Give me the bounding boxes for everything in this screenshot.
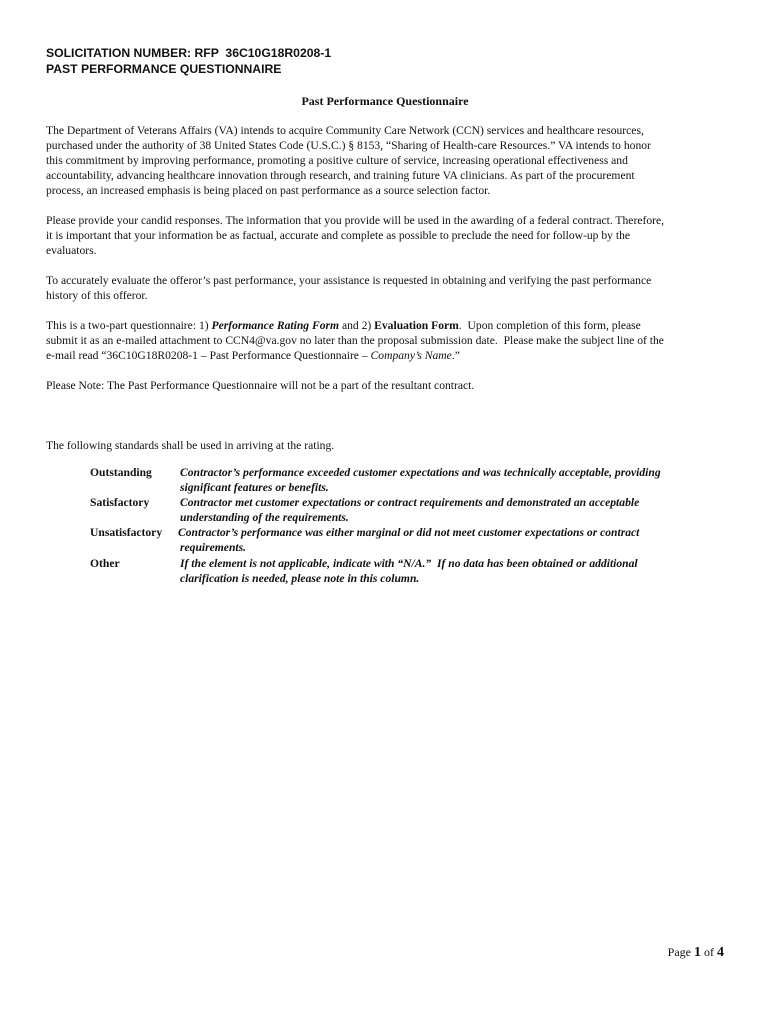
page-title: Past Performance Questionnaire	[301, 94, 469, 108]
rating-standards-list	[90, 465, 720, 586]
two-part-text: . Upon completion of this form, please	[458, 319, 641, 332]
standard-definition	[180, 556, 720, 586]
company-name-placeholder: Company’s Name	[370, 349, 452, 363]
definition-line: Contractor met customer expectations or contract requirements and demonstrated an acceptable	[180, 496, 640, 510]
standard-term: Satisfactory	[90, 496, 150, 510]
standard-satisfactory	[90, 495, 720, 525]
two-part-line-3	[46, 348, 722, 363]
intro-paragraph	[46, 123, 722, 198]
intro-line: process, an increased emphasis is being placed on past performance as a source selection factor.	[46, 184, 491, 198]
solicitation-number: SOLICITATION NUMBER: RFP 36C10G18R0208-1	[46, 46, 332, 60]
form-name: PAST PERFORMANCE QUESTIONNAIRE	[46, 61, 282, 76]
intro-line: purchased under the authority of 38 United States Code (U.S.C.) § 8153, “Sharing of Health-care Resources.” VA intends to honor	[46, 139, 651, 153]
of-label: of	[701, 945, 717, 959]
candid-paragraph	[46, 213, 722, 258]
standard-other	[90, 556, 720, 586]
standard-term: Other	[90, 556, 120, 570]
definition-line: significant features or benefits.	[180, 481, 329, 495]
standards-intro: The following standards shall be used in arriving at the rating.	[46, 439, 335, 452]
page-label: Page	[667, 945, 694, 959]
evaluate-paragraph	[46, 273, 722, 303]
candid-line: evaluators.	[46, 244, 97, 258]
two-part-line-2: submit it as an e-mailed attachment to CCN4@va.gov no later than the proposal submission date. Please make the subject line of the	[46, 334, 664, 348]
two-part-paragraph	[46, 318, 722, 363]
current-page: 1	[694, 945, 701, 960]
two-part-text: and 2)	[339, 319, 375, 332]
two-part-text: e-mail read “36C10G18R0208-1 – Past Performance Questionnaire –	[46, 349, 371, 363]
definition-line: requirements.	[180, 541, 247, 555]
page-number	[668, 945, 724, 961]
total-pages: 4	[717, 945, 724, 960]
definition-line: Contractor’s performance was either marginal or did not meet customer expectations or contract	[178, 526, 640, 540]
candid-line: it is important that your information be as factual, accurate and complete as possible to preclude the need for follow-up by the	[46, 229, 631, 243]
intro-line: accountability, advancing healthcare innovation through research, and training future VA clinicians. As part of the procurement	[46, 169, 635, 183]
two-part-text: This is a two-part questionnaire: 1)	[46, 319, 212, 332]
definition-line: If the element is not applicable, indicate with “N/A.” If no data has been obtained or additional	[180, 556, 638, 570]
definition-line: clarification is needed, please note in this column.	[180, 571, 420, 585]
standard-outstanding	[90, 465, 720, 495]
definition-line: Contractor’s performance exceeded customer expectations and was technically acceptable, providing	[180, 466, 661, 479]
standard-definition	[180, 465, 720, 495]
definition-line: understanding of the requirements.	[180, 511, 349, 525]
intro-line: this commitment by improving performance, promoting a positive culture of service, increasing operational effectiveness and	[46, 154, 628, 168]
standard-term: Unsatisfactory	[90, 526, 163, 540]
standard-definition	[180, 495, 720, 525]
note-paragraph: Please Note: The Past Performance Questionnaire will not be a part of the resultant contract.	[46, 379, 475, 392]
two-part-text: .”	[451, 349, 460, 363]
standard-definition	[180, 525, 720, 555]
intro-line: The Department of Veterans Affairs (VA) intends to acquire Community Care Network (CCN) services and healthcare resources,	[46, 124, 644, 137]
standard-unsatisfactory	[90, 525, 720, 555]
candid-line: Please provide your candid responses. The information that you provide will be used in the awarding of a federal contract. Therefore,	[46, 214, 665, 227]
document-header	[46, 46, 331, 77]
evaluation-form-label: Evaluation Form	[374, 319, 459, 332]
two-part-line-1	[46, 318, 722, 333]
evaluate-line: history of this offeror.	[46, 289, 148, 303]
standard-term: Outstanding	[90, 466, 152, 479]
performance-rating-form-label: Performance Rating Form	[211, 319, 340, 332]
evaluate-line: To accurately evaluate the offeror’s past performance, your assistance is requested in obtaining and verifying the past performance	[46, 274, 652, 287]
